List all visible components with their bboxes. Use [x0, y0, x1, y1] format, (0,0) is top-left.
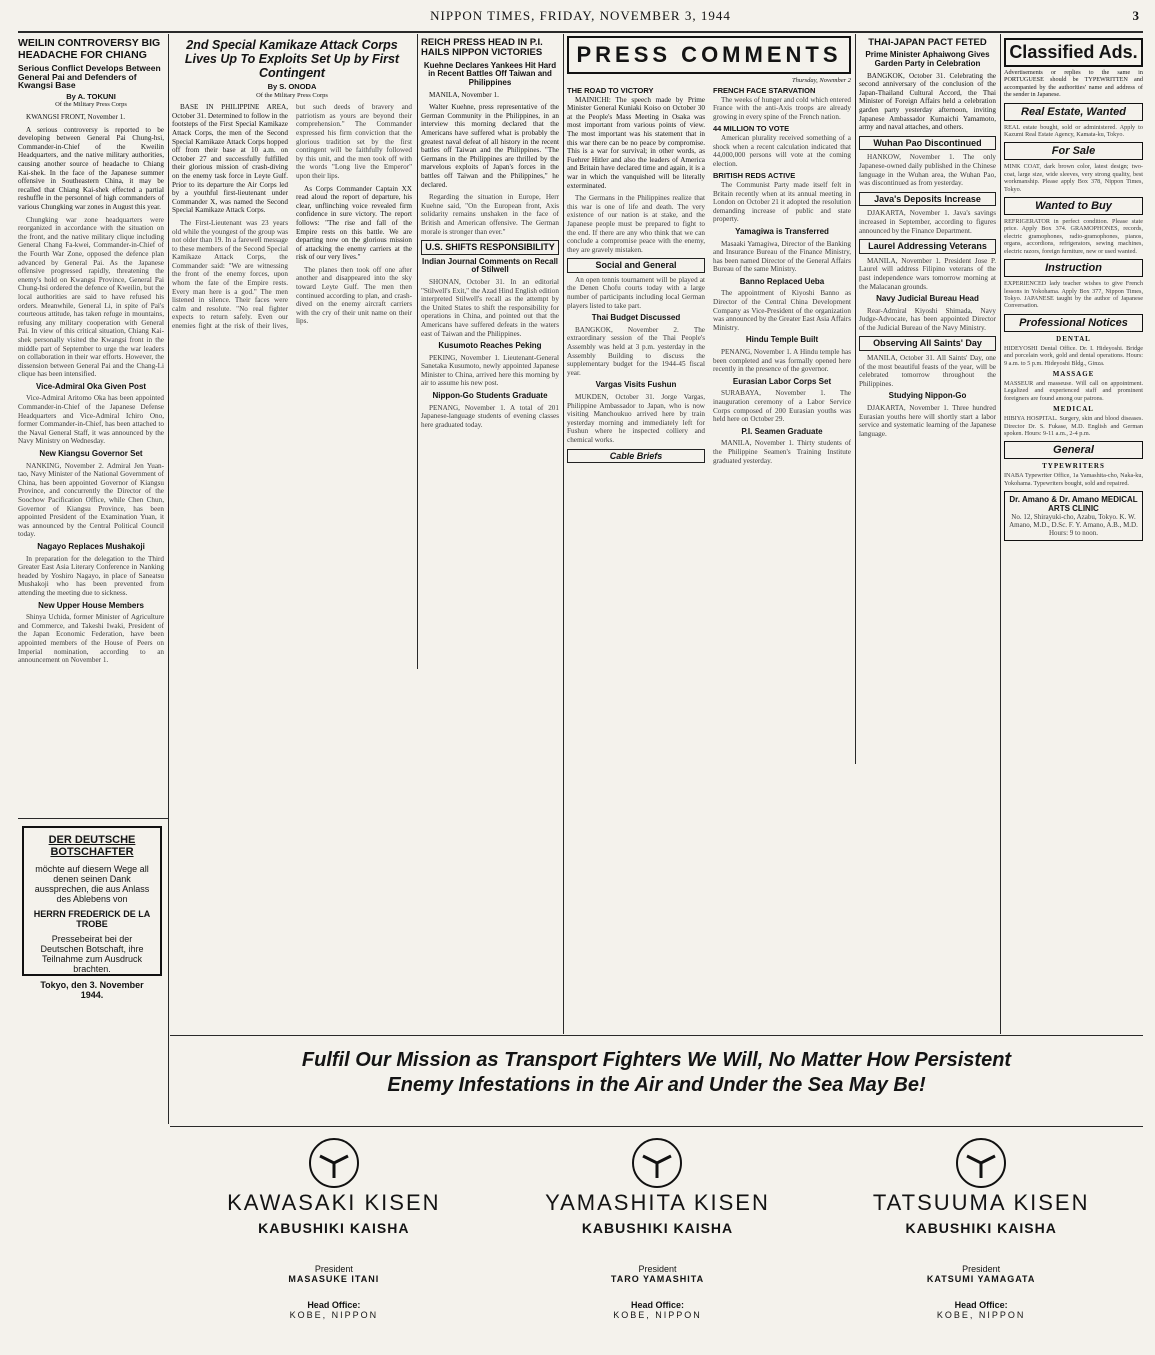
president-yamashita: TARO YAMASHITA — [610, 1274, 705, 1284]
masthead-title: NIPPON TIMES, FRIDAY, NOVEMBER 3, 1944 — [430, 8, 731, 23]
president-label-kawasaki: President — [314, 1264, 353, 1274]
slogan-line2: Enemy Infestations in the Air and Under the Sea May Be! — [387, 1074, 926, 1096]
cable-reds: The Communist Party made itself felt in Britain recently when at its annual meeting in London on October 21 it adopted the resolution demanding increase of public and state property. — [713, 180, 851, 224]
masthead — [18, 6, 1143, 30]
classified-title: Classified Ads. — [1004, 38, 1143, 67]
president-tatsuuma: KATSUMI YAMAGATA — [926, 1274, 1036, 1284]
column-kamikaze — [172, 36, 412, 668]
article-eurasian: SURABAYA, November 1. The inauguration ceremony of a Labor Service Corps composed of 200 Eurasian youths was held here on October 29. — [713, 389, 851, 424]
article-vargas: MUKDEN, October 31. Jorge Vargas, Philippine Ambassador to Japan, who is now visiting Manchoukuo arrived here by train yesterday morning and immediately left for Fushun where he inspected colliery and chemical works. — [567, 393, 705, 444]
section-wanted-to-buy: Wanted to Buy — [1004, 197, 1143, 215]
dateline-weilin: KWANGSI FRONT, November 1. — [26, 113, 126, 122]
kawasaki-logo-icon — [307, 1136, 361, 1190]
ad-medical: HIBIYA HOSPITAL. Surgery, skin and blood diseases. Director Dr. S. Fukase, M.D. English and German spoken. Hours: 9-11 a.m., 2-4 p.m. — [1004, 415, 1143, 437]
page-number: 3 — [1132, 8, 1139, 23]
ad-dental: HIDEYOSHI Dental Office. Dr. I. Hideyoshi. Bridge and porcelain work, gold and dental operations. Hours: 9 a.m. to 5 p.m. Hideyoshi Bldg., Ginza. — [1004, 344, 1143, 367]
article-kusumoto: PEKING, November 1. Lieutenant-General Sanetaka Kusumoto, newly appointed Japanese Minister to China, arrived here this morning by air to assume his new post. — [421, 353, 559, 388]
slogan-banner — [170, 1040, 1143, 1122]
president-kawasaki: MASASUKE ITANI — [288, 1274, 380, 1284]
headline-thai-pact: THAI-JAPAN PACT FETED — [868, 37, 987, 48]
article-java: DJAKARTA, November 1. Java's savings increased in September, according to figures announced by the Finance Department. — [859, 209, 996, 235]
column-reich — [421, 36, 559, 1036]
company-name-tatsuuma: TATSUUMA KISEN — [872, 1190, 1090, 1215]
office-label-kawasaki: Head Office: — [307, 1300, 361, 1310]
article-thai-budget: BANGKOK, November 2. The extraordinary session of the Thai People's Assembly was held at 3 p.m. yesterday in the Assembly Building to discuss the supplementary budget for the 1944-45 fiscal year. — [567, 325, 705, 377]
press-comments-title: PRESS COMMENTS — [567, 36, 851, 74]
botschafter-name: HERRN FREDERICK DE LA TROBE — [33, 909, 151, 929]
botschafter-date: Tokyo, den 3. November 1944. — [40, 980, 144, 1000]
article-navy-judicial: Rear-Admiral Kiyoshi Shimada, Navy Judge-Advocate, has been appointed Director of the Judicial Bureau of the Navy Ministry. — [859, 306, 996, 332]
subhead-eurasian: Eurasian Labor Corps Set — [732, 376, 832, 386]
subhead-studying: Studying Nippon-Go — [888, 391, 967, 401]
section-professional: Professional Notices — [1004, 314, 1143, 332]
column-weilin — [18, 36, 164, 816]
botschafter-line2: Pressebeirat bei der Deutschen Botschaft, ihre Teilnahme zum Ausdruck brachten. — [40, 934, 144, 974]
company-ad-tatsuuma — [831, 1130, 1131, 1345]
subhead-vargas: Vargas Visits Fushun — [595, 380, 677, 390]
press-road-cont: The Germans in the Philippines realize that this war is one of life and death. The very existence of our nation is at stake, and the Japanese people must be prepared to fight to the end. If there are any who think that we can conclude a compromise peace with the enemy, they are gravely mistaken. — [567, 194, 705, 254]
subhead-thai-budget: Thai Budget Discussed — [591, 313, 681, 323]
subhead-oka: Vice-Admiral Oka Given Post — [35, 381, 147, 391]
ad-instruction: EXPERIENCED lady teacher wishes to give French lessons in Yokohama. Apply Box 377, Nippon Times, Tokyo. JAPANESE taught by the author of Japanese Conversation. — [1004, 280, 1143, 310]
tatsuuma-logo-icon — [954, 1136, 1008, 1190]
article-banno: The appointment of Kiyoshi Banno as Director of the Central China Development Company as Vice-President of the organization was announced by the Greater East Asia Affairs Ministry. — [713, 289, 851, 332]
ad-real-estate: REAL estate bought, sold or administered. Apply to Kazumi Real Estate Agency, Kamata-ku, Tokyo. — [1004, 123, 1143, 139]
subhead-kusumoto: Kusumoto Reaches Peking — [438, 341, 542, 351]
subhead-seamen: P.I. Seamen Graduate — [741, 426, 823, 436]
article-upper-house: Shinya Uchida, former Minister of Agriculture and Commerce, and Takeshi Iwaki, President of the Japan Economic Federation, have been appointed members of the House of Peers on Imperial nomination, according to an announcement on November 1. — [18, 613, 164, 665]
article-yamagiwa: Masaaki Yamagiwa, Director of the Banking and Insurance Bureau of the Finance Ministry, has been named Director of the General Affairs Bureau of the same Ministry. — [713, 239, 851, 274]
dateline-kuehne: MANILA, November 1. — [429, 90, 499, 99]
company-name-kawasaki: KAWASAKI KISEN — [227, 1190, 441, 1215]
category-medical: MEDICAL — [1053, 405, 1094, 414]
classified-ads — [1004, 36, 1143, 1031]
company-kk-tatsuuma: KABUSHIKI KAISHA — [905, 1220, 1057, 1236]
cable-44million: American plurality received something of a shock when a recent calculation indicated that 44,000,000 persons will vote at the coming election. — [713, 133, 851, 168]
president-label-yamashita: President — [638, 1264, 677, 1274]
article-kamikaze-body: BASE IN PHILIPPINE AREA, October 31. Determined to follow in the footsteps of the First Special Kamikaze Attack Corps, the men of the Second Special Kamikaze Attack Corps hopped off from their base at 10 a.m. on October 27 and successfully fulfilled their glorious mission of crash-diving on the enemy task force in Leyte Gulf. Prior to its departure the Air Corps led by a youthful first-lieutenant under Commander X, was named the Second Special Kamikaze Attack Corps. — [172, 103, 288, 215]
article-all-saints: MANILA, October 31. All Saints' Day, one of the most beautiful feasts of the year, will be celebrated tomorrow throughout the Philippines. — [859, 354, 996, 388]
office-tatsuuma: KOBE, NIPPON — [936, 1310, 1026, 1320]
classified-intro: Advertisements or replies to the same in PORTUGUESE should be TYPEWRITTEN and accompanied by the authorities' name and address of the sender in Japanese. — [1004, 69, 1143, 99]
byline-onoda-corps: Of the Military Press Corps — [256, 91, 328, 99]
press-road-body: MAINICHI: The speech made by Prime Minister General Kuniaki Koiso on October 30 at the People's Mass Meeting in Osaka was most important from various points of view. The most important was his statement that in this war there can be no peace by compromise. This is a war for survival; in other words, as Fuehrer Hitler and also the leaders of America and Britain have declared time and again, it is a war in which the vanquished will be literally exterminated. — [567, 95, 705, 190]
category-typewriters: TYPEWRITERS — [1042, 462, 1105, 471]
byline-tokuni: By A. TOKUNI — [66, 91, 116, 101]
byline-onoda: By S. ONODA — [267, 82, 317, 91]
shipping-ads — [172, 1130, 1143, 1345]
subhead-navy-judicial: Navy Judicial Bureau Head — [876, 294, 979, 304]
botschafter-line1: möchte auf diesem Wege all denen seinen Dank aussprechen, die aus Anlass des Ablebens von — [34, 864, 150, 904]
article-kamikaze-cont: The First-Lieutenant was 23 years old while the youngest of the group was not older than 19. In a farewell message to these members of the Second Special Kamikaze Attack Corps, the Commander said: "We are witnessing the front of the enemy forces, upon whom the fate of the Empire rests. Every man here is a god." The men listened in silence. Their faces were calm and resolute. "No real fighter expects to return safely. Even our enemies fight at the risk of their lives, but such deeds of bravery and patriotism as yours are beyond their comprehension." The Commander expressed his firm conviction that the glorious tradition set by the first contingent will be faithfully followed by this unit, and the men took off with the words "Long live the Emperor" upon their lips. — [172, 103, 412, 331]
office-label-tatsuuma: Head Office: — [954, 1300, 1008, 1310]
press-comments — [567, 36, 851, 761]
article-kuehne-cont: Regarding the situation in Europe, Herr Kuehne said, "On the European front, Axis solidarity remains unshaken in the face of British and American offensive. The German morale is stronger than ever." — [421, 193, 559, 236]
article-hindu: PENANG, November 1. A Hindu temple has been completed and was formally opened here recently in the presence of the governor. — [713, 348, 851, 374]
office-label-yamashita: Head Office: — [630, 1300, 684, 1310]
article-nippongo: PENANG, November 1. A total of 201 Japanese-language students of evening classes here graduated today. — [421, 403, 559, 429]
category-massage: MASSAGE — [1052, 369, 1095, 378]
botschafter-title: DER DEUTSCHE BOTSCHAFTER — [48, 834, 136, 858]
company-kk-yamashita: KABUSHIKI KAISHA — [581, 1220, 734, 1236]
article-social: An open tennis tournament will be played at the Denen Chofu courts today with a large number of participants including local German players listed to take part. — [567, 275, 705, 310]
article-kamikaze-end: The planes then took off one after another and disappeared into the sky toward Leyte Gulf. The men then continued according to plan, and crash-dived on the enemy aircraft carriers with the cry of their unit name on their lips. — [296, 265, 412, 326]
ad-typewriters: INABA Typewriter Office, 1a Yamashita-cho, Naka-ku, Yokohama. Typewriters bought, sold and repaired. — [1004, 472, 1143, 487]
subhead-upper-house: New Upper House Members — [38, 600, 144, 610]
article-studying: DJAKARTA, November 1. Three hundred Eurasian youths here will shortly start a labor service and systematic learning of the Japanese language. — [859, 404, 996, 438]
headline-weilin: WEILIN CONTROVERSY BIG HEADACHE FOR CHIANG — [18, 37, 161, 61]
article-kiangsu: NANKING, November 2. Admiral Jen Yuan-tao, Navy Minister of the National Government of China, has been appointed Governor of Kiangsu Province, and concurrently the Director of the Soochow Pacification Office, while Chen Chun, Governor of Kiangsu Province, has been appointed President of the Examination Yuan, it was announced by the Central Political Council today. — [18, 461, 164, 539]
article-oka: Vice-Admiral Aritomo Oka has been appointed Commander-in-Chief of the Japanese Defense Headquarters and Vice-Admiral Ichiro Ono, former Commander-in-Chief, has been attached to the Naval General Staff, it was announced by the Navy Ministry on Wednesday. — [18, 394, 164, 446]
section-for-sale: For Sale — [1004, 142, 1143, 160]
section-general: General — [1004, 441, 1143, 459]
article-seamen: MANILA, November 1. Thirty students of the Philippine Seamen's Training Institute graduated yesterday. — [713, 439, 851, 465]
ad-massage: MASSEUR and masseuse. Will call on appointment. Legalized and experienced staff and prominent foreigners are found among our patrons. — [1004, 379, 1143, 402]
subhead-yamagiwa: Yamagiwa is Transferred — [735, 226, 829, 236]
subhead-hindu: Hindu Temple Built — [745, 335, 819, 345]
ad-wanted-to-buy: REFRIGERATOR in perfect condition. Please state price. Apply Box 374. GRAMOPHONES, records, electric gramophones, radio-gramophones, pianos, organs, accordions, refrigerators, sewing machines, electric razors, foreign furniture, new or used wanted. — [1004, 218, 1143, 255]
category-dental: DENTAL — [1056, 334, 1091, 343]
article-kamikaze-report: As Corps Commander Captain XX read aloud the report of departure, his clear, unflinching voice revealed firm confidence in sure victory. The report follows: "The rise and fall of the Empire rests on this battle. We are departing now on the glorious mission of attacking the enemy carriers at the risk of our very lives." — [296, 184, 412, 262]
article-nagayo: In preparation for the delegation to the Third Greater East Asia Literary Conference in Nanking headed by Yoshiro Nagayo, in place of Saneatsu Mushakoji who has been prevented from attending the meeting due to sickness. — [18, 554, 164, 597]
subhead-stilwell: Indian Journal Comments on Recall of Stilwell — [421, 256, 559, 275]
subhead-all-saints: Observing All Saints' Day — [859, 336, 996, 351]
article-weilin-cont: Chungking war zone headquarters were reorganized in accordance with the situation on the front, and the native military clique including General Chang Fa-kwei, Commander-in-Chief of the Fourth War Zone, opposed the defence plan advanced by General Pai. As the Japanese offensive progressed rapidly, threatening the enemy's hold on Kwangsi Province, General Pai Chung-hsi ordered the defence of Kweilin, but the local authorities are said to have refused his orders. Meanwhile, General Li, in spite of Pai's courteous attitude, has taken refuge in mountains, refusing any military cooperation with General Pai. In view of this critical situation, Chiang Kai-shek personally visited the Kwangsi front in the middle part of September to urge the war leaders on collaboration in their war efforts. However, the dissension between General Pai and the Chang-Li clique has been intensified. — [18, 215, 164, 379]
ad-for-sale: MINK COAT, dark brown color, latest design; two-coat, large size, wide sleeves, very strong quality, best workmanship. Please apply Box 378, Nippon Times, Tokyo. — [1004, 163, 1143, 193]
subhead-cable-briefs: Cable Briefs — [567, 449, 705, 464]
section-real-estate: Real Estate, Wanted — [1004, 103, 1143, 121]
subhead-java: Java's Deposits Increase — [859, 192, 996, 207]
company-kk-kawasaki: KABUSHIKI KAISHA — [258, 1220, 410, 1236]
subhead-weilin: Serious Conflict Develops Between General Pai and Defenders of Kwangsi Base — [18, 63, 161, 91]
subhead-us-shifts: U.S. SHIFTS RESPONSIBILITY — [421, 240, 559, 255]
article-stilwell: SHONAN, October 31. In an editorial "Stilwell's Exit," the Azad Hind English edition interpreted Stilwell's recall as the attempt by the United States to shift the responsibility for operations in China, and pointed out that the Americans have suffered defeats in the waters east of Taiwan and the Philippines. — [421, 277, 559, 338]
cable-head-reds: BRITISH REDS ACTIVE — [713, 171, 796, 181]
article-wuhan: HANKOW, November 1. The only Japanese-owned daily published in the Chinese language in the Wuhan area, the Wuhan Pao, was discontinued as from yesterday. — [859, 153, 996, 188]
article-thai-body: BANGKOK, October 31. Celebrating the second anniversary of the conclusion of the Japan-Thailand Cultural Accord, the Thai Minister of Foreign Affairs held a celebration garden party yesterday afternoon, inviting Japanese Ambassador Kumaichi Yamamoto, army and naval attaches, and others. — [859, 71, 996, 132]
article-weilin-body: A serious controversy is reported to be developing between General Pai Chung-hsi, Commander-in-Chief of the Kweilin Headquarters, and the native military authorities, causing another source of headache to Chiang Kai-shek. In the face of the Japanese summer offensive in Southeastern China, it may be recalled that Chiang Kai-shek effected a partial reshuffle in the personnel of high commanders of various Chungking war zones in August this year. — [18, 125, 164, 211]
cable-french: The weeks of hunger and cold which entered France with the anti-Axis troops are already growing in every spine of the French nation. — [713, 95, 851, 121]
subhead-aphaiwong: Prime Minister Aphaiwong Gives Garden Party in Celebration — [865, 50, 990, 69]
press-comments-date: Thursday, November 2 — [791, 77, 851, 84]
subhead-kiangsu: New Kiangsu Governor Set — [39, 449, 143, 459]
subhead-kuehne: Kuehne Declares Yankees Hit Hard in Recent Battles Off Taiwan and Philippines — [423, 60, 557, 88]
botschafter-notice — [22, 826, 162, 1000]
headline-reich: REICH PRESS HEAD IN P.I. HAILS NIPPON VICTORIES — [421, 37, 543, 59]
subhead-nagayo: Nagayo Replaces Mushakoji — [37, 541, 145, 551]
company-name-yamashita: YAMASHITA KISEN — [545, 1190, 770, 1215]
section-instruction: Instruction — [1004, 259, 1143, 277]
subhead-wuhan: Wuhan Pao Discontinued — [859, 136, 996, 151]
office-kawasaki: KOBE, NIPPON — [289, 1310, 379, 1320]
article-laurel: MANILA, November 1. President Jose P. Laurel will address Filipino veterans of the past independence wars tomorrow morning at the Malacanan grounds. — [859, 256, 996, 291]
cable-head-french: FRENCH FACE STARVATION — [713, 86, 816, 95]
article-kuehne-body: Walter Kuehne, press representative of the German Community in the Philippines, in an interview this morning declared that the Americans have suffered what is probably the greatest naval defeat of all history in the recent battles off Taiwan and the Philippines. "The Germans in the Philippines are thrilled by the marvelous exploits of Japan's forces in the battles off Taiwan and the Philippines," he declared. — [421, 103, 559, 189]
subhead-social-general: Social and General — [567, 258, 705, 273]
headline-kamikaze: 2nd Special Kamikaze Attack Corps Lives Up To Exploits Set Up by First Contingent — [184, 38, 400, 80]
subhead-laurel: Laurel Addressing Veterans — [859, 239, 996, 254]
slogan-line1: Fulfil Our Mission as Transport Fighters We Will, No Matter How Persistent — [301, 1049, 1012, 1071]
company-ad-yamashita — [507, 1130, 807, 1345]
office-yamashita: KOBE, NIPPON — [613, 1310, 702, 1320]
cable-head-44million: 44 MILLION TO VOTE — [713, 124, 790, 134]
press-head-road: THE ROAD TO VICTORY — [567, 86, 654, 95]
byline-tokuni-corps: Of the Military Press Corps — [55, 101, 127, 109]
president-label-tatsuuma: President — [962, 1264, 1001, 1274]
column-thai — [859, 36, 996, 1031]
subhead-banno: Banno Replaced Ueba — [739, 276, 825, 286]
subhead-nippongo: Nippon-Go Students Graduate — [432, 391, 548, 401]
ad-clinic: Dr. Amano & Dr. Amano MEDICAL ARTS CLINIC No. 12, Shirayuki-cho, Azabu, Tokyo. K. W. Amano, M.D., D.Sc. F. Y. Amano, A.B., M.D. Hours: 9 to noon. — [1004, 491, 1143, 541]
clinic-name: Dr. Amano & Dr. Amano MEDICAL ARTS CLINIC — [1009, 495, 1138, 514]
company-ad-kawasaki — [184, 1130, 484, 1345]
yamashita-logo-icon — [630, 1136, 684, 1190]
